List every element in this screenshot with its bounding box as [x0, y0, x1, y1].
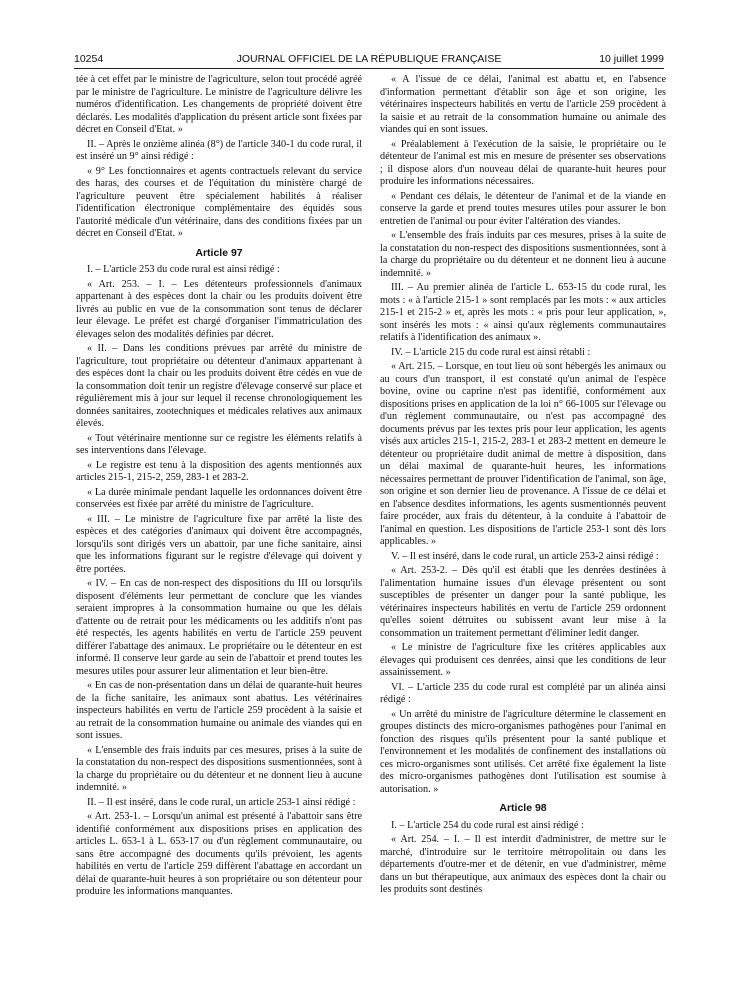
paragraph: « 9° Les fonctionnaires et agents contractuels relevant du service des haras, des courses et de l'équitation du ministère chargé de l'agriculture peuvent être spécialement habilités à réaliser l'identification électronique complémentaire des équidés sous l'autorité médicale d'un vétérinaire, dans des conditions fixées par un décret en Conseil d'Etat. »	[76, 165, 362, 239]
paragraph: I. – L'article 253 du code rural est ainsi rédigé :	[87, 264, 280, 275]
page-header	[74, 51, 664, 69]
page-number: 10254	[74, 53, 104, 65]
paragraph: « IV. – En cas de non-respect des dispositions du III ou lorsqu'ils disposent d'éléments leur permettant de conclure que les viandes seraient impropres à la consommation humaine ou que les délais d'attente ou de retrait pour les médicaments ou les additifs n'ont pas été respectés, les agents habilités en vertu de l'article 259 peuvent différer l'abattage des animaux. Le propriétaire ou le détenteur en est informé. Il conserve leur garde au sein de l'abattoir et prend toutes les mesures utiles pour assurer leur alimentation et leur bien-être.	[76, 578, 362, 677]
paragraph: « L'ensemble des frais induits par ces mesures, prises à la suite de la constatation du non-respect des dispositions susmentionnées, sont à la charge du propriétaire ou du détenteur et ne donnent lieu à aucune indemnité. »	[76, 744, 362, 793]
paragraph: « En cas de non-présentation dans un délai de quarante-huit heures de la fiche sanitaire, les animaux sont abattus. Les vétérinaires inspecteurs habilités en vertu de l'article 259 procèdent à la saisie et au retrait de la consommation humaine ou animale des viandes qui en sont issues.	[76, 680, 362, 741]
paragraph: « Art. 215. – Lorsque, en tout lieu où sont hébergés les animaux ou au cours d'un transport, il est constaté qu'un animal de l'espèce bovine, ovine ou caprine n'est pas identifié, conformément aux dispositions prises en application de la loi n° 66-1005 sur l'élevage ou d'un règlement communautaire, ou n'est pas accompagné des documents prévus par les textes pris pour leur application, les agents visés aux articles 215-1, 215-2, 283-1 et 283-2 mettent en demeure le détenteur ou propriétaire dudit animal de mettre à disposition, dans un délai maximal de quarante-huit heures, les informations nécessaires permettant de prouver l'identification de l'animal, son âge, son origine et son dernier lieu de provenance. A l'issue de ce délai et en l'absence desdites informations, les agents susmentionnés peuvent faire procéder, aux frais du détenteur, à la conduite à l'abattoir de l'animal en question. Les dispositions de l'article 253-1 sont dès lors applicables. »	[380, 361, 666, 547]
paragraph: « Pendant ces délais, le détenteur de l'animal et de la viande en conserve la garde et prend toutes mesures utiles pour assurer le bon entretien de l'animal ou pour éviter l'altération des viandes.	[380, 190, 666, 227]
article-heading: Article 98	[499, 802, 547, 814]
paragraph: « III. – Le ministre de l'agriculture fixe par arrêté la liste des espèces et des catégories d'animaux qui doivent être accompagnés, lorsqu'ils sont dirigés vers un abattoir, par une fiche sanitaire, ainsi que les informations figurant sur le registre d'élevage qui doivent y être portées.	[76, 513, 362, 575]
paragraph: « Art. 253. – I. – Les détenteurs professionnels d'animaux appartenant à des espèces dont la chair ou les produits doivent être livrés au public en vue de la consommation sont tenus de déclarer leur élevage. Le préfet est chargé d'organiser l'immatriculation des élevages selon des modalités définies par décret.	[76, 278, 362, 340]
paragraph: « A l'issue de ce délai, l'animal est abattu et, en l'absence d'information permettant d'établir son âge et son origine, les vétérinaires inspecteurs habilités en vertu de l'article 259 procèdent à la saisie et au retrait de la consommation humaine ou animale des viandes qui en sont issues.	[380, 74, 666, 135]
paragraph: « Préalablement à l'exécution de la saisie, le propriétaire ou le détenteur de l'animal est mis en mesure de présenter ses observations ; il dispose alors d'un nouveau délai de quarante-huit heures pour produire les informations nécessaires.	[380, 138, 666, 187]
paragraph: « Art. 253-2. – Dès qu'il est établi que les denrées destinées à l'alimentation humaine issues d'un élevage présentent ou sont susceptibles de présenter un danger pour la santé publique, les vétérinaires inspecteurs habilités en vertu de l'article 259 ordonnent qu'elles soient détruites ou subissent avant leur mise à la consommation un traitement permettant d'éliminer ledit danger.	[380, 565, 666, 639]
paragraph: « Art. 254. – I. – Il est interdit d'administrer, de mettre sur le marché, d'introduire sur le territoire métropolitain ou dans les départements d'outre-mer et de détenir, en vue d'administrer, même dans un but thérapeutique, aux animaux des espèces dont la chair ou les produits sont destinés	[380, 834, 666, 895]
paragraph: I. – L'article 254 du code rural est ainsi rédigé :	[391, 819, 584, 831]
paragraph: II. – Il est inséré, dans le code rural, un article 253-1 ainsi rédigé :	[87, 796, 356, 808]
article-heading: Article 97	[195, 246, 243, 259]
paragraph: « Tout vétérinaire mentionne sur ce registre les éléments relatifs à ses interventions dans l'élevage.	[76, 432, 362, 456]
paragraph: « Le registre est tenu à la disposition des agents mentionnés aux articles 215-1, 215-2, 259, 283-1 et 283-2.	[76, 459, 362, 483]
header-rule	[74, 68, 664, 69]
paragraph: tée à cet effet par le ministre de l'agriculture, selon tout procédé agréé par le ministre de l'agriculture. Le ministre de l'agriculture délivre les numéros d'identification. Les changements de propriété doivent être déclarés. Les modalités d'application du présent article sont fixées par décret en Conseil d'Etat. »	[76, 74, 362, 135]
paragraph: « Art. 253-1. – Lorsqu'un animal est présenté à l'abattoir sans être identifié conformément aux dispositions prises en application des articles L. 653-1 à L. 653-17 ou d'un règlement communautaire, ou sans être accompagné des documents qu'ils prévoient, les agents habilités en vertu de l'article 259 diffèrent l'abattage en accordant un délai de quarante-huit heures à son propriétaire ou son détenteur pour produire les informations manquantes.	[76, 811, 362, 897]
paragraph: « Un arrêté du ministre de l'agriculture détermine le classement en groupes distincts des micro-organismes pathogènes pour l'animal en fonction des risques qu'ils présentent pour la santé publique et l'environnement et les modalités de confinement des installations où ces micro-organismes sont utilisés. Cet arrêté fixe également la liste des micro-organismes pathogènes dont l'utilisation est soumise à autorisation. »	[380, 708, 666, 795]
paragraph: IV. – L'article 215 du code rural est ainsi rétabli :	[391, 346, 591, 358]
right-column	[380, 74, 666, 899]
publication-date: 10 juillet 1999	[599, 53, 664, 65]
paragraph: VI. – L'article 235 du code rural est complété par un alinéa ainsi rédigé :	[380, 681, 666, 705]
paragraph: II. – Après le onzième alinéa (8°) de l'article 340-1 du code rural, il est inséré un 9° ainsi rédigé :	[76, 138, 362, 162]
paragraph: « Le ministre de l'agriculture fixe les critères applicables aux élevages qui produisent ces denrées, ainsi que les conditions de leur assainissement. »	[380, 642, 666, 678]
paragraph: « II. – Dans les conditions prévues par arrêté du ministre de l'agriculture, tout propriétaire ou détenteur d'animaux appartenant à des espèces dont la chair ou les produits doivent être cédés en vue de la consommation doit tenir un registre d'élevage conservé sur place et régulièrement mis à jour sur lequel il recense chronologiquement les données sanitaires, zootechniques et médicales relatives aux animaux élevés.	[76, 343, 362, 429]
paragraph: « L'ensemble des frais induits par ces mesures, prises à la suite de la constatation du non-respect des dispositions susmentionnées, sont à la charge du propriétaire ou du détenteur et ne donnent lieu à aucune indemnité. »	[380, 230, 666, 279]
journal-title: JOURNAL OFFICIEL DE LA RÉPUBLIQUE FRANÇAISE	[236, 53, 502, 65]
left-column	[76, 74, 362, 901]
paragraph: III. – Au premier alinéa de l'article L. 653-15 du code rural, les mots : « à l'article 215-1 » sont remplacés par les mots : « aux articles 215-1 et 215-2 » et, après les mots : « pris pour leur application, », sont insérés les mots : « ainsi qu'aux règlements communautaires relatifs à l'identification des animaux ».	[380, 282, 666, 343]
paragraph: « La durée minimale pendant laquelle les ordonnances doivent être conservées est fixée par arrêté du ministre de l'agriculture.	[76, 486, 362, 510]
paragraph: V. – Il est inséré, dans le code rural, un article 253-2 ainsi rédigé :	[391, 550, 659, 562]
